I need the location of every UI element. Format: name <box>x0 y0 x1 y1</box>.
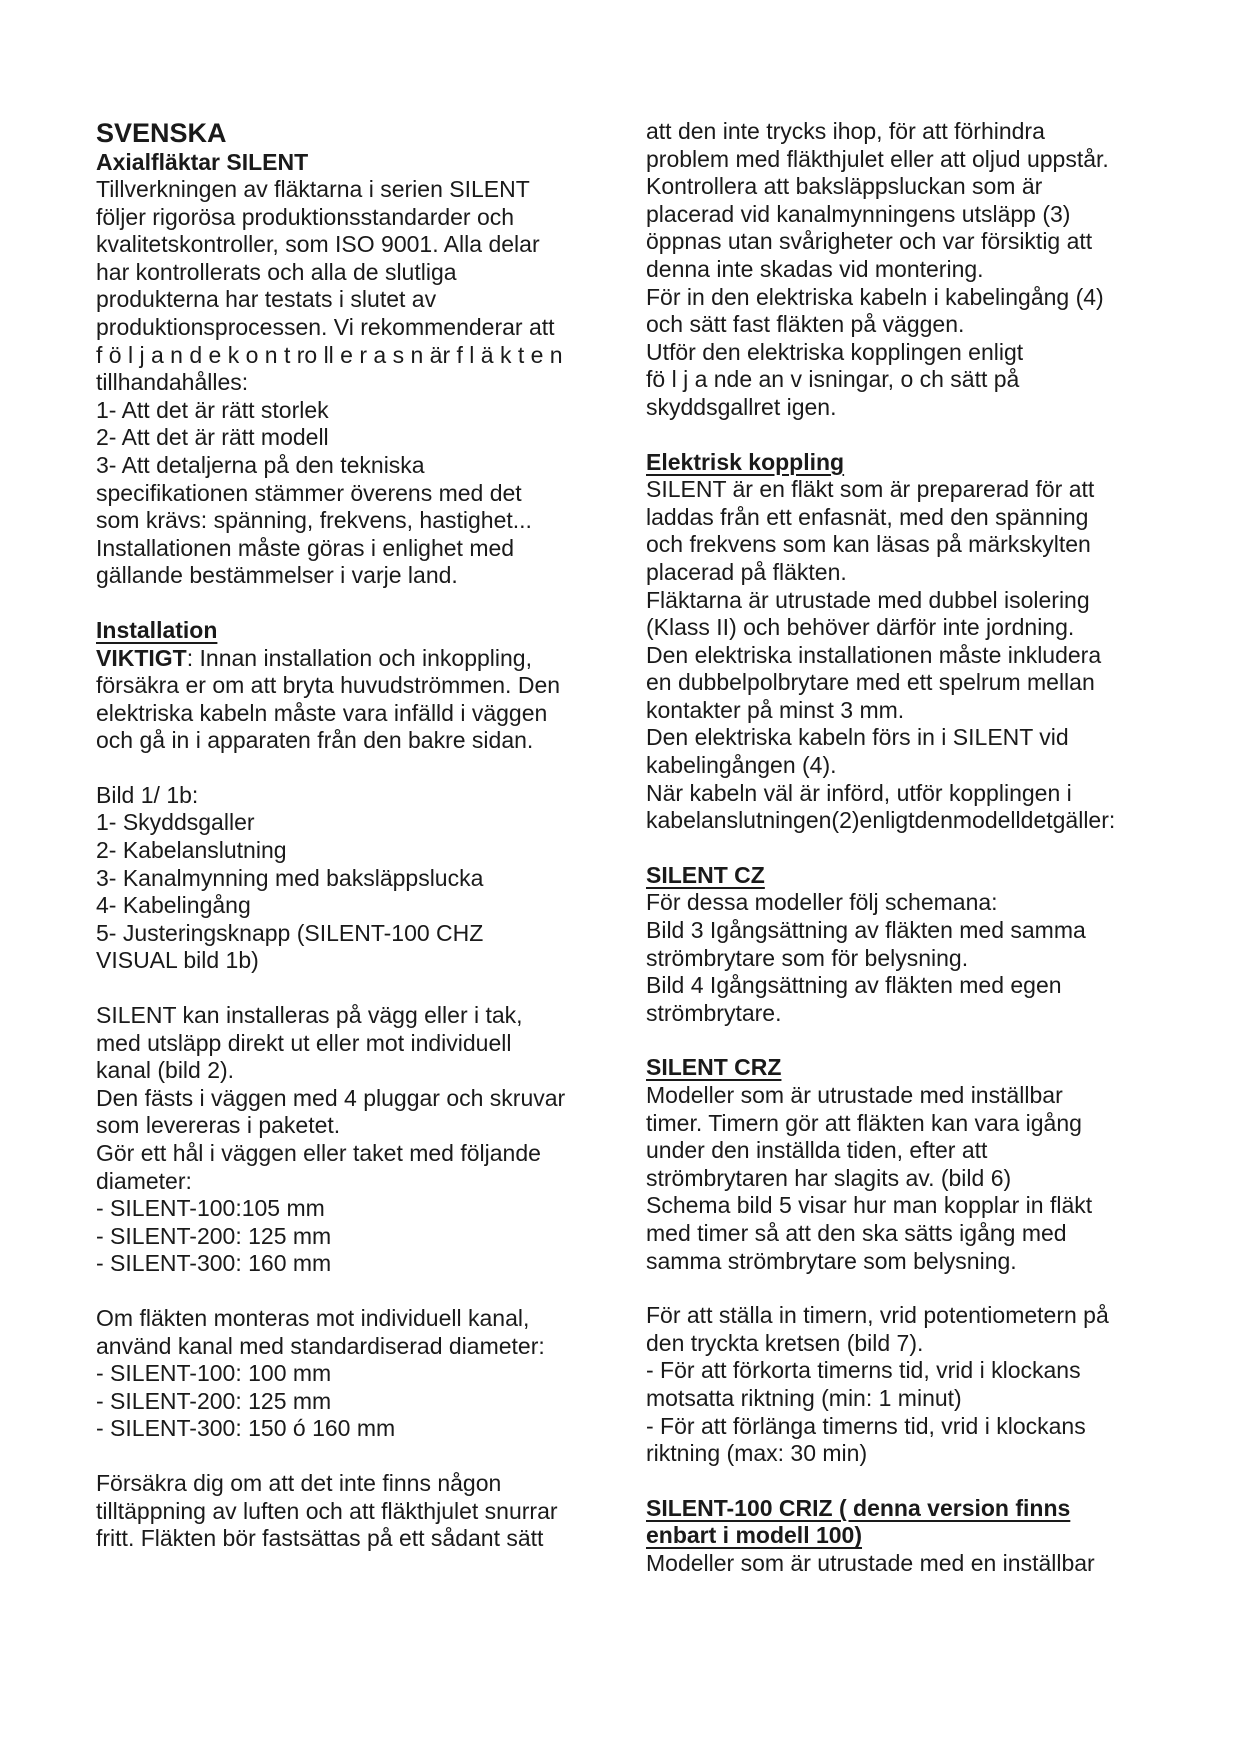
text-line: och gå in i apparaten från den bakre sidan. <box>96 727 534 754</box>
text-line: strömbrytaren har slagits av. (bild 6) <box>646 1164 1012 1191</box>
text-line: När kabeln väl är införd, utför kopplingen i <box>646 779 1072 806</box>
text-line: Fläktarna är utrustade med dubbel isolering <box>646 586 1090 613</box>
text-line: - SILENT-300: 150 ó 160 mm <box>96 1415 396 1442</box>
text-line: fö l j a nde an v isningar, o ch sätt på <box>646 366 1020 393</box>
duct-section <box>96 1305 626 1443</box>
text-line: som krävs: spänning, frekvens, hastighet... <box>96 507 532 534</box>
text-line: som levereras i paketet. <box>96 1112 341 1139</box>
text-line: För in den elektriska kabeln i kabelingång (4) <box>646 283 1104 310</box>
text-line: VISUAL bild 1b) <box>96 947 259 974</box>
text-line: under den inställda tiden, efter att <box>646 1137 988 1164</box>
crz-section <box>646 1054 1176 1275</box>
text-line: SILENT kan installeras på vägg eller i tak, <box>96 1002 523 1029</box>
text-line: Installationen måste göras i enlighet med <box>96 534 515 561</box>
text-line: strömbrytare som för belysning. <box>646 944 969 971</box>
criz-section <box>646 1495 1176 1578</box>
text-line: - SILENT-200: 125 mm <box>96 1222 332 1249</box>
text-line: och sätt fast fläkten på väggen. <box>646 311 965 338</box>
text-line: Försäkra dig om att det inte finns någon <box>96 1469 502 1496</box>
text-line: - SILENT-100:105 mm <box>96 1195 325 1222</box>
text-line: laddas från ett enfasnät, med den spänning <box>646 503 1089 530</box>
text-line: För att ställa in timern, vrid potentiometern på <box>646 1302 1109 1329</box>
text-line: kabelanslutningen(2)enligtdenmodelldetgäller: <box>646 807 1116 834</box>
timer-section <box>646 1302 1176 1468</box>
text-line: 1- Skyddsgaller <box>96 809 255 836</box>
text-line: SILENT är en fläkt som är preparerad för att <box>646 476 1095 503</box>
text-line: har kontrollerats och alla de slutliga <box>96 258 457 285</box>
cz-heading: SILENT CZ <box>646 861 765 888</box>
continuation-section <box>646 118 1176 422</box>
text-line: - För att förkorta timerns tid, vrid i klockans <box>646 1357 1081 1384</box>
text-line: tilltäppning av luften och att fläkthjulet snurrar <box>96 1497 558 1524</box>
text-line: kanal (bild 2). <box>96 1057 235 1084</box>
text-line: Modeller som är utrustade med en inställbar <box>646 1549 1095 1576</box>
text-line: Utför den elektriska kopplingen enligt <box>646 338 1024 365</box>
text-line: 3- Kanalmynning med baksläppslucka <box>96 864 484 891</box>
text-line: - För att förlänga timerns tid, vrid i klockans <box>646 1412 1086 1439</box>
text-line: Schema bild 5 visar hur man kopplar in fläkt <box>646 1192 1093 1219</box>
installation-heading: Installation <box>96 616 218 643</box>
text-line <box>96 645 626 673</box>
text-line: strömbrytare. <box>646 999 782 1026</box>
text-line: följer rigorösa produktionsstandarder och <box>96 203 515 230</box>
text-line: öppnas utan svårigheter och var försiktig att <box>646 228 1093 255</box>
text-line: Den elektriska installationen måste inkludera <box>646 641 1102 668</box>
important-label: VIKTIGT <box>96 644 187 671</box>
text-line: placerad vid kanalmynningens utsläpp (3) <box>646 200 1071 227</box>
installation-section <box>96 617 626 755</box>
text-line: den tryckta kretsen (bild 7). <box>646 1329 924 1356</box>
criz-heading-line2: enbart i modell 100) <box>646 1522 863 1549</box>
text-line: kontakter på minst 3 mm. <box>646 696 905 723</box>
text-line: 2- Att det är rätt modell <box>96 424 329 451</box>
text-line: 1- Att det är rätt storlek <box>96 396 329 423</box>
text-line: fritt. Fläkten bör fastsättas på ett sådant sätt <box>96 1525 544 1552</box>
text-line: Bild 3 Igångsättning av fläkten med samma <box>646 917 1086 944</box>
text-line: produktionsprocessen. Vi rekommenderar att <box>96 313 555 340</box>
text-line: - SILENT-200: 125 mm <box>96 1387 332 1414</box>
text-line: att den inte trycks ihop, för att förhindra <box>646 118 1045 144</box>
text-line: tillhandahålles: <box>96 369 249 396</box>
text-line: Om fläkten monteras mot individuell kanal, <box>96 1304 530 1331</box>
text-line: skyddsgallret igen. <box>646 393 837 420</box>
crz-heading: SILENT CRZ <box>646 1054 782 1081</box>
cz-section <box>646 862 1176 1028</box>
text-line: problem med fläkthjulet eller att oljud uppstår. <box>646 145 1109 172</box>
text-line: Kontrollera att baksläppsluckan som är <box>646 173 1043 200</box>
important-text: : Innan installation och inkoppling, <box>186 644 532 671</box>
text-line: riktning (max: 30 min) <box>646 1440 868 1467</box>
text-line: med timer så att den ska sätts igång med <box>646 1219 1067 1246</box>
text-line: elektriska kabeln måste vara infälld i väggen <box>96 699 548 726</box>
text-line: Den elektriska kabeln förs in i SILENT vid <box>646 724 1069 751</box>
text-line: 2- Kabelanslutning <box>96 837 287 864</box>
mounting-section <box>96 1002 626 1278</box>
text-line: försäkra er om att bryta huvudströmmen. Den <box>96 672 561 699</box>
intro-section <box>96 176 626 590</box>
text-line: (Klass II) och behöver därför inte jordning. <box>646 614 1075 641</box>
text-line: Bild 1/ 1b: <box>96 781 199 808</box>
text-line: 5- Justeringsknapp (SILENT-100 CHZ <box>96 919 484 946</box>
text-line: timer. Timern gör att fläkten kan vara igång <box>646 1109 1082 1136</box>
text-line: kabelingången (4). <box>646 752 837 779</box>
left-column <box>96 118 626 1553</box>
text-line: Gör ett hål i väggen eller taket med följande <box>96 1140 541 1166</box>
language-title: SVENSKA <box>96 118 227 148</box>
text-line: - SILENT-100: 100 mm <box>96 1360 332 1387</box>
text-line: Bild 4 Igångsättning av fläkten med egen <box>646 972 1062 999</box>
airflow-section <box>96 1470 626 1553</box>
electrical-section <box>646 449 1176 835</box>
product-subtitle: Axialfläktar SILENT <box>96 149 309 175</box>
text-line: motsatta riktning (min: 1 minut) <box>646 1384 962 1411</box>
text-line: produkterna har testats i slutet av <box>96 286 437 313</box>
text-line: specifikationen stämmer överens med det <box>96 479 522 506</box>
text-line: Den fästs i väggen med 4 pluggar och skruvar <box>96 1084 566 1111</box>
text-line: placerad på fläkten. <box>646 558 847 585</box>
text-line: använd kanal med standardiserad diameter: <box>96 1332 545 1359</box>
text-line: 3- Att detaljerna på den tekniska <box>96 451 425 478</box>
text-line: 4- Kabelingång <box>96 892 251 919</box>
text-line: en dubbelpolbrytare med ett spelrum mellan <box>646 669 1095 696</box>
text-line: gällande bestämmelser i varje land. <box>96 562 458 589</box>
text-line: med utsläpp direkt ut eller mot individuell <box>96 1029 512 1056</box>
text-line: För dessa modeller följ schemana: <box>646 889 998 916</box>
electrical-heading: Elektrisk koppling <box>646 448 845 475</box>
text-line: - SILENT-300: 160 mm <box>96 1250 332 1277</box>
text-line: samma strömbrytare som belysning. <box>646 1247 1017 1274</box>
text-line: diameter: <box>96 1167 192 1194</box>
criz-heading-line1: SILENT-100 CRIZ ( denna version finns <box>646 1494 1071 1521</box>
right-column <box>646 118 1176 1578</box>
text-line: kvalitetskontroller, som ISO 9001. Alla delar <box>96 231 540 258</box>
text-line: denna inte skadas vid montering. <box>646 255 984 282</box>
text-line: f ö l j a n d e k o n t ro ll e r a s n är f l ä k t e n <box>96 341 563 368</box>
text-line: Tillverkningen av fläktarna i serien SILENT <box>96 176 530 202</box>
figure-list-section <box>96 782 626 975</box>
text-line: och frekvens som kan läsas på märkskylten <box>646 531 1091 558</box>
text-line: Modeller som är utrustade med inställbar <box>646 1082 1063 1108</box>
